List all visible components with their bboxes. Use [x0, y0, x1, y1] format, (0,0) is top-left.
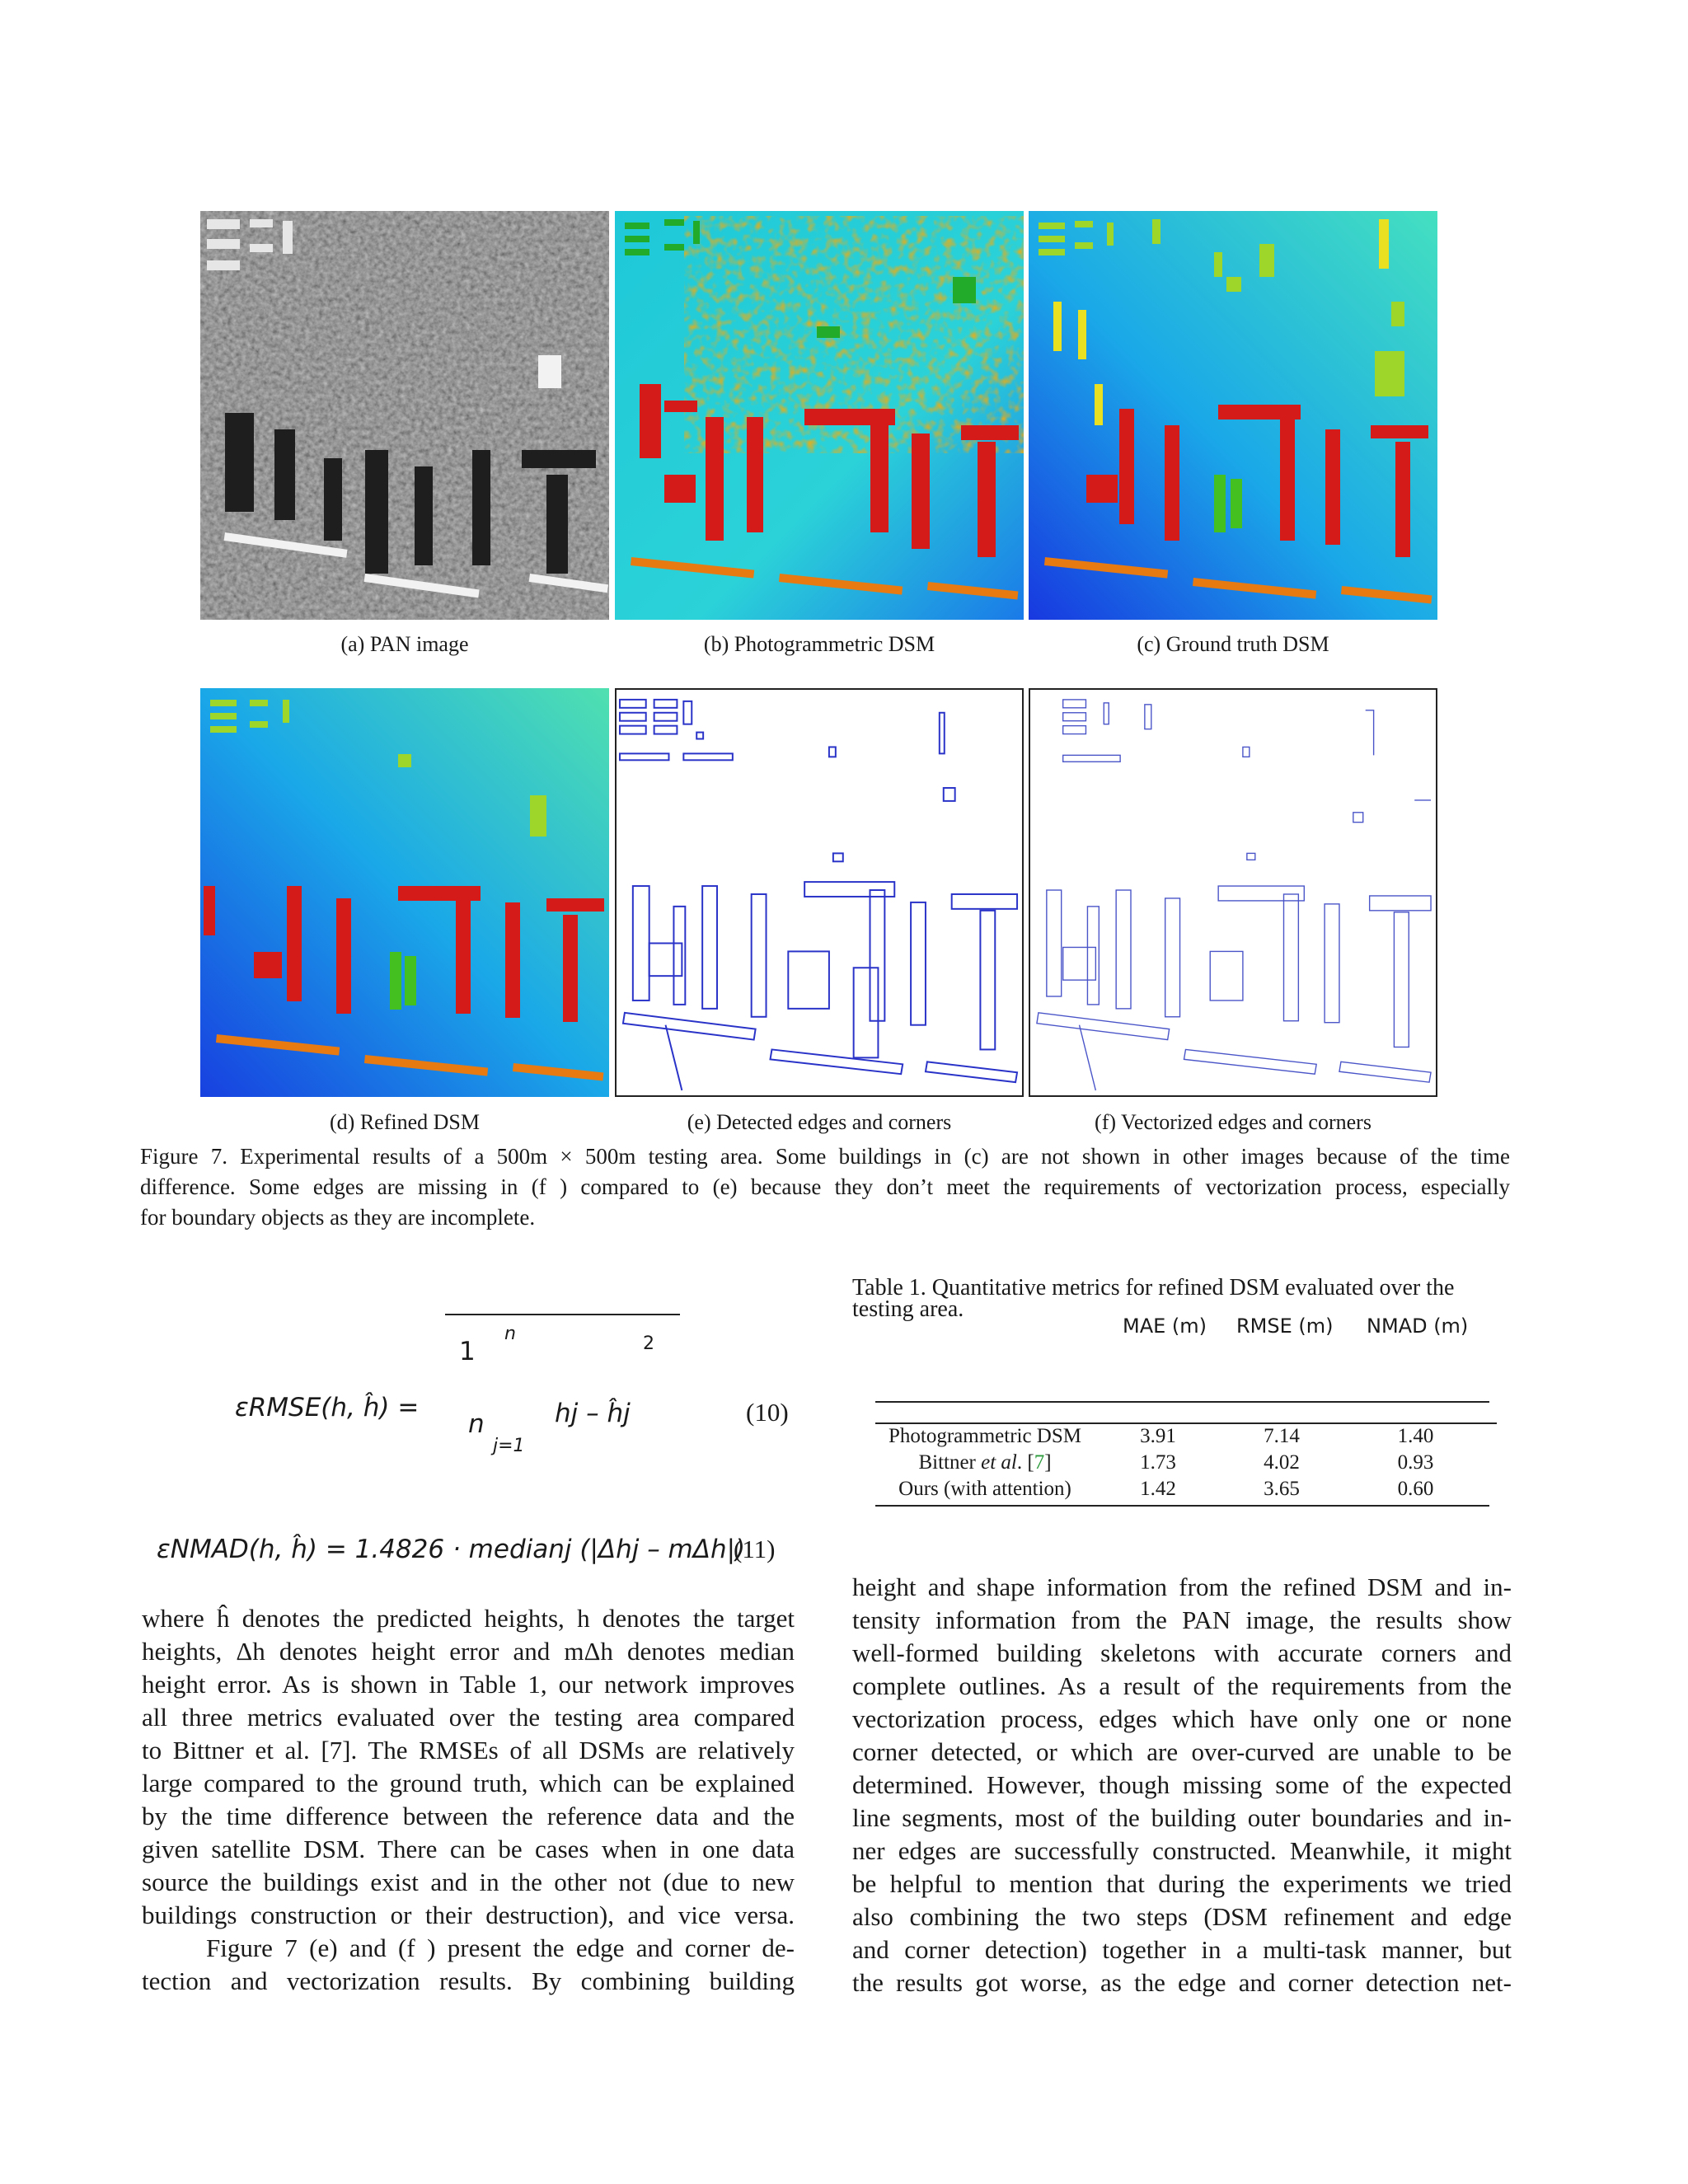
method-text: Bittner — [918, 1451, 982, 1474]
method-cell: Photogrammetric DSM — [888, 1425, 1081, 1447]
eq10-exponent: 2 — [643, 1333, 654, 1354]
eq10-fraction-numerator: 1 — [459, 1337, 476, 1366]
text-line: given satellite DSM. There can be cases when in one data — [142, 1835, 795, 1863]
method-text: ] — [1044, 1451, 1052, 1474]
text-line: height and shape information from the refined DSM and in- — [852, 1572, 1512, 1601]
mae-cell: 1.73 — [1140, 1451, 1176, 1474]
pan-image-panel — [200, 211, 609, 620]
figure-caption-line: difference. Some edges are missing in (f ) compared to (e) because they don’t meet the requirements of vectorization process, especially — [140, 1174, 1510, 1199]
left-paragraph-2 — [142, 1932, 795, 1998]
left-paragraph-1 — [142, 1602, 795, 1932]
text-line: source the buildings exist and in the other not (due to new — [142, 1868, 795, 1896]
table-row — [874, 1476, 1488, 1502]
table-caption-line: testing area. — [852, 1296, 964, 1322]
text-line: large compared to the ground truth, which can be explained — [142, 1769, 795, 1797]
column-header-nmad: NMAD (m) — [1367, 1315, 1469, 1338]
nmad-cell: 0.93 — [1397, 1451, 1434, 1474]
eq10-sum-upper: n — [504, 1324, 516, 1344]
text-line: be helpful to mention that during the experiments we tried — [852, 1869, 1512, 1898]
text-line: height error. As is shown in Table 1, our network improves — [142, 1670, 795, 1699]
photogrammetric-dsm-image — [615, 211, 1024, 620]
text-line: determined. However, though missing some of the expected — [852, 1770, 1512, 1799]
text-line: vectorization process, edges which have only one or none — [852, 1704, 1512, 1733]
right-paragraph — [852, 1571, 1512, 1999]
caption-refined-dsm: (d) Refined DSM — [330, 1110, 480, 1134]
eq10-lhs: εRMSE(h, ĥ) = — [235, 1393, 420, 1422]
text-line: and corner detection) together in a multi-task manner, but — [852, 1935, 1512, 1964]
eq11-number: (11) — [734, 1535, 776, 1563]
text-line: complete outlines. As a result of the requirements from the — [852, 1671, 1512, 1700]
caption-photogrammetric-dsm: (b) Photogrammetric DSM — [703, 632, 935, 656]
text-line: also combining the two steps (DSM refinement and edge — [852, 1902, 1512, 1931]
text-line: Figure 7 (e) and (f ) present the edge and corner de- — [206, 1933, 795, 1962]
text-line: line segments, most of the building outer boundaries and in- — [852, 1803, 1512, 1832]
table-rule-bottom — [875, 1505, 1489, 1507]
figure-caption-line: for boundary objects as they are incomplete. — [140, 1205, 536, 1230]
photogrammetric-dsm-panel — [615, 211, 1024, 620]
table-caption-line: Table 1. Quantitative metrics for refined DSM evaluated over the — [852, 1275, 1455, 1301]
table-rule-top — [875, 1401, 1489, 1403]
eq10-sum-lower: j=1 — [493, 1436, 525, 1456]
method-cell: Ours (with attention) — [898, 1478, 1071, 1500]
caption-vectorized-edges: (f) Vectorized edges and corners — [1095, 1110, 1372, 1134]
nmad-cell: 1.40 — [1397, 1425, 1434, 1447]
equation-nmad: εNMAD(h, ĥ) = 1.4826 · medianj (|Δhj – mΔh|) — [157, 1535, 746, 1564]
refined-dsm-image — [200, 688, 609, 1097]
rmse-cell: 7.14 — [1264, 1425, 1300, 1447]
mae-cell: 3.91 — [1140, 1425, 1176, 1447]
vectorized-edges-image — [1030, 690, 1436, 1095]
text-line: where ĥ denotes the predicted heights, h denotes the target — [142, 1604, 795, 1633]
method-text: . [ — [1016, 1451, 1034, 1474]
column-header-mae: MAE (m) — [1123, 1315, 1207, 1338]
caption-pan-image: (a) PAN image — [340, 632, 469, 656]
text-line: ner edges are successfully constructed. Meanwhile, it might — [852, 1836, 1512, 1865]
ground-truth-dsm-image — [1029, 211, 1437, 620]
detected-edges-image — [617, 690, 1022, 1095]
column-header-rmse: RMSE (m) — [1236, 1315, 1334, 1338]
method-cell — [874, 1450, 1096, 1476]
text-line: to Bittner et al. [7]. The RMSEs of all DSMs are relatively — [142, 1736, 795, 1765]
pan-image — [200, 211, 609, 620]
table-row — [874, 1450, 1488, 1476]
caption-detected-edges: (e) Detected edges and corners — [687, 1110, 952, 1134]
eq10-fraction-denominator: n — [468, 1409, 485, 1439]
vectorized-edges-panel — [1029, 688, 1437, 1097]
text-line: corner detected, or which are over-curved are unable to be — [852, 1737, 1512, 1766]
text-line: buildings construction or their destruction), and vice versa. — [142, 1900, 795, 1929]
detected-edges-panel — [615, 688, 1024, 1097]
text-line: well-formed building skeletons with accurate corners and — [852, 1638, 1512, 1667]
metrics-table — [874, 1423, 1488, 1502]
caption-ground-truth-dsm: (c) Ground truth DSM — [1137, 632, 1329, 656]
refined-dsm-panel — [200, 688, 609, 1097]
rmse-cell: 3.65 — [1264, 1478, 1300, 1500]
figure-caption — [140, 1141, 1510, 1233]
eq10-number: (10) — [746, 1398, 789, 1427]
citation-link[interactable]: 7 — [1034, 1451, 1045, 1474]
mae-cell: 1.42 — [1140, 1478, 1176, 1500]
text-line: all three metrics evaluated over the testing area compared — [142, 1703, 795, 1732]
table-row — [874, 1423, 1488, 1450]
rmse-cell: 4.02 — [1264, 1451, 1300, 1474]
ground-truth-dsm-panel — [1029, 211, 1437, 620]
text-line: tection and vectorization results. By combining building — [142, 1966, 795, 1995]
nmad-cell: 0.60 — [1397, 1478, 1434, 1500]
method-text-italic: et al — [981, 1451, 1017, 1474]
text-line: the results got worse, as the edge and corner detection net- — [852, 1968, 1512, 1997]
text-line: by the time difference between the reference data and the — [142, 1802, 795, 1830]
text-line: tensity information from the PAN image, the results show — [852, 1605, 1512, 1634]
sqrt-bar — [445, 1314, 680, 1315]
eq10-term: hj – ĥj — [555, 1399, 631, 1428]
figure-caption-line: Figure 7. Experimental results of a 500m × 500m testing area. Some buildings in (c) are not shown in other images because of the time — [140, 1144, 1510, 1169]
text-line: heights, Δh denotes height error and mΔh denotes median — [142, 1637, 795, 1666]
